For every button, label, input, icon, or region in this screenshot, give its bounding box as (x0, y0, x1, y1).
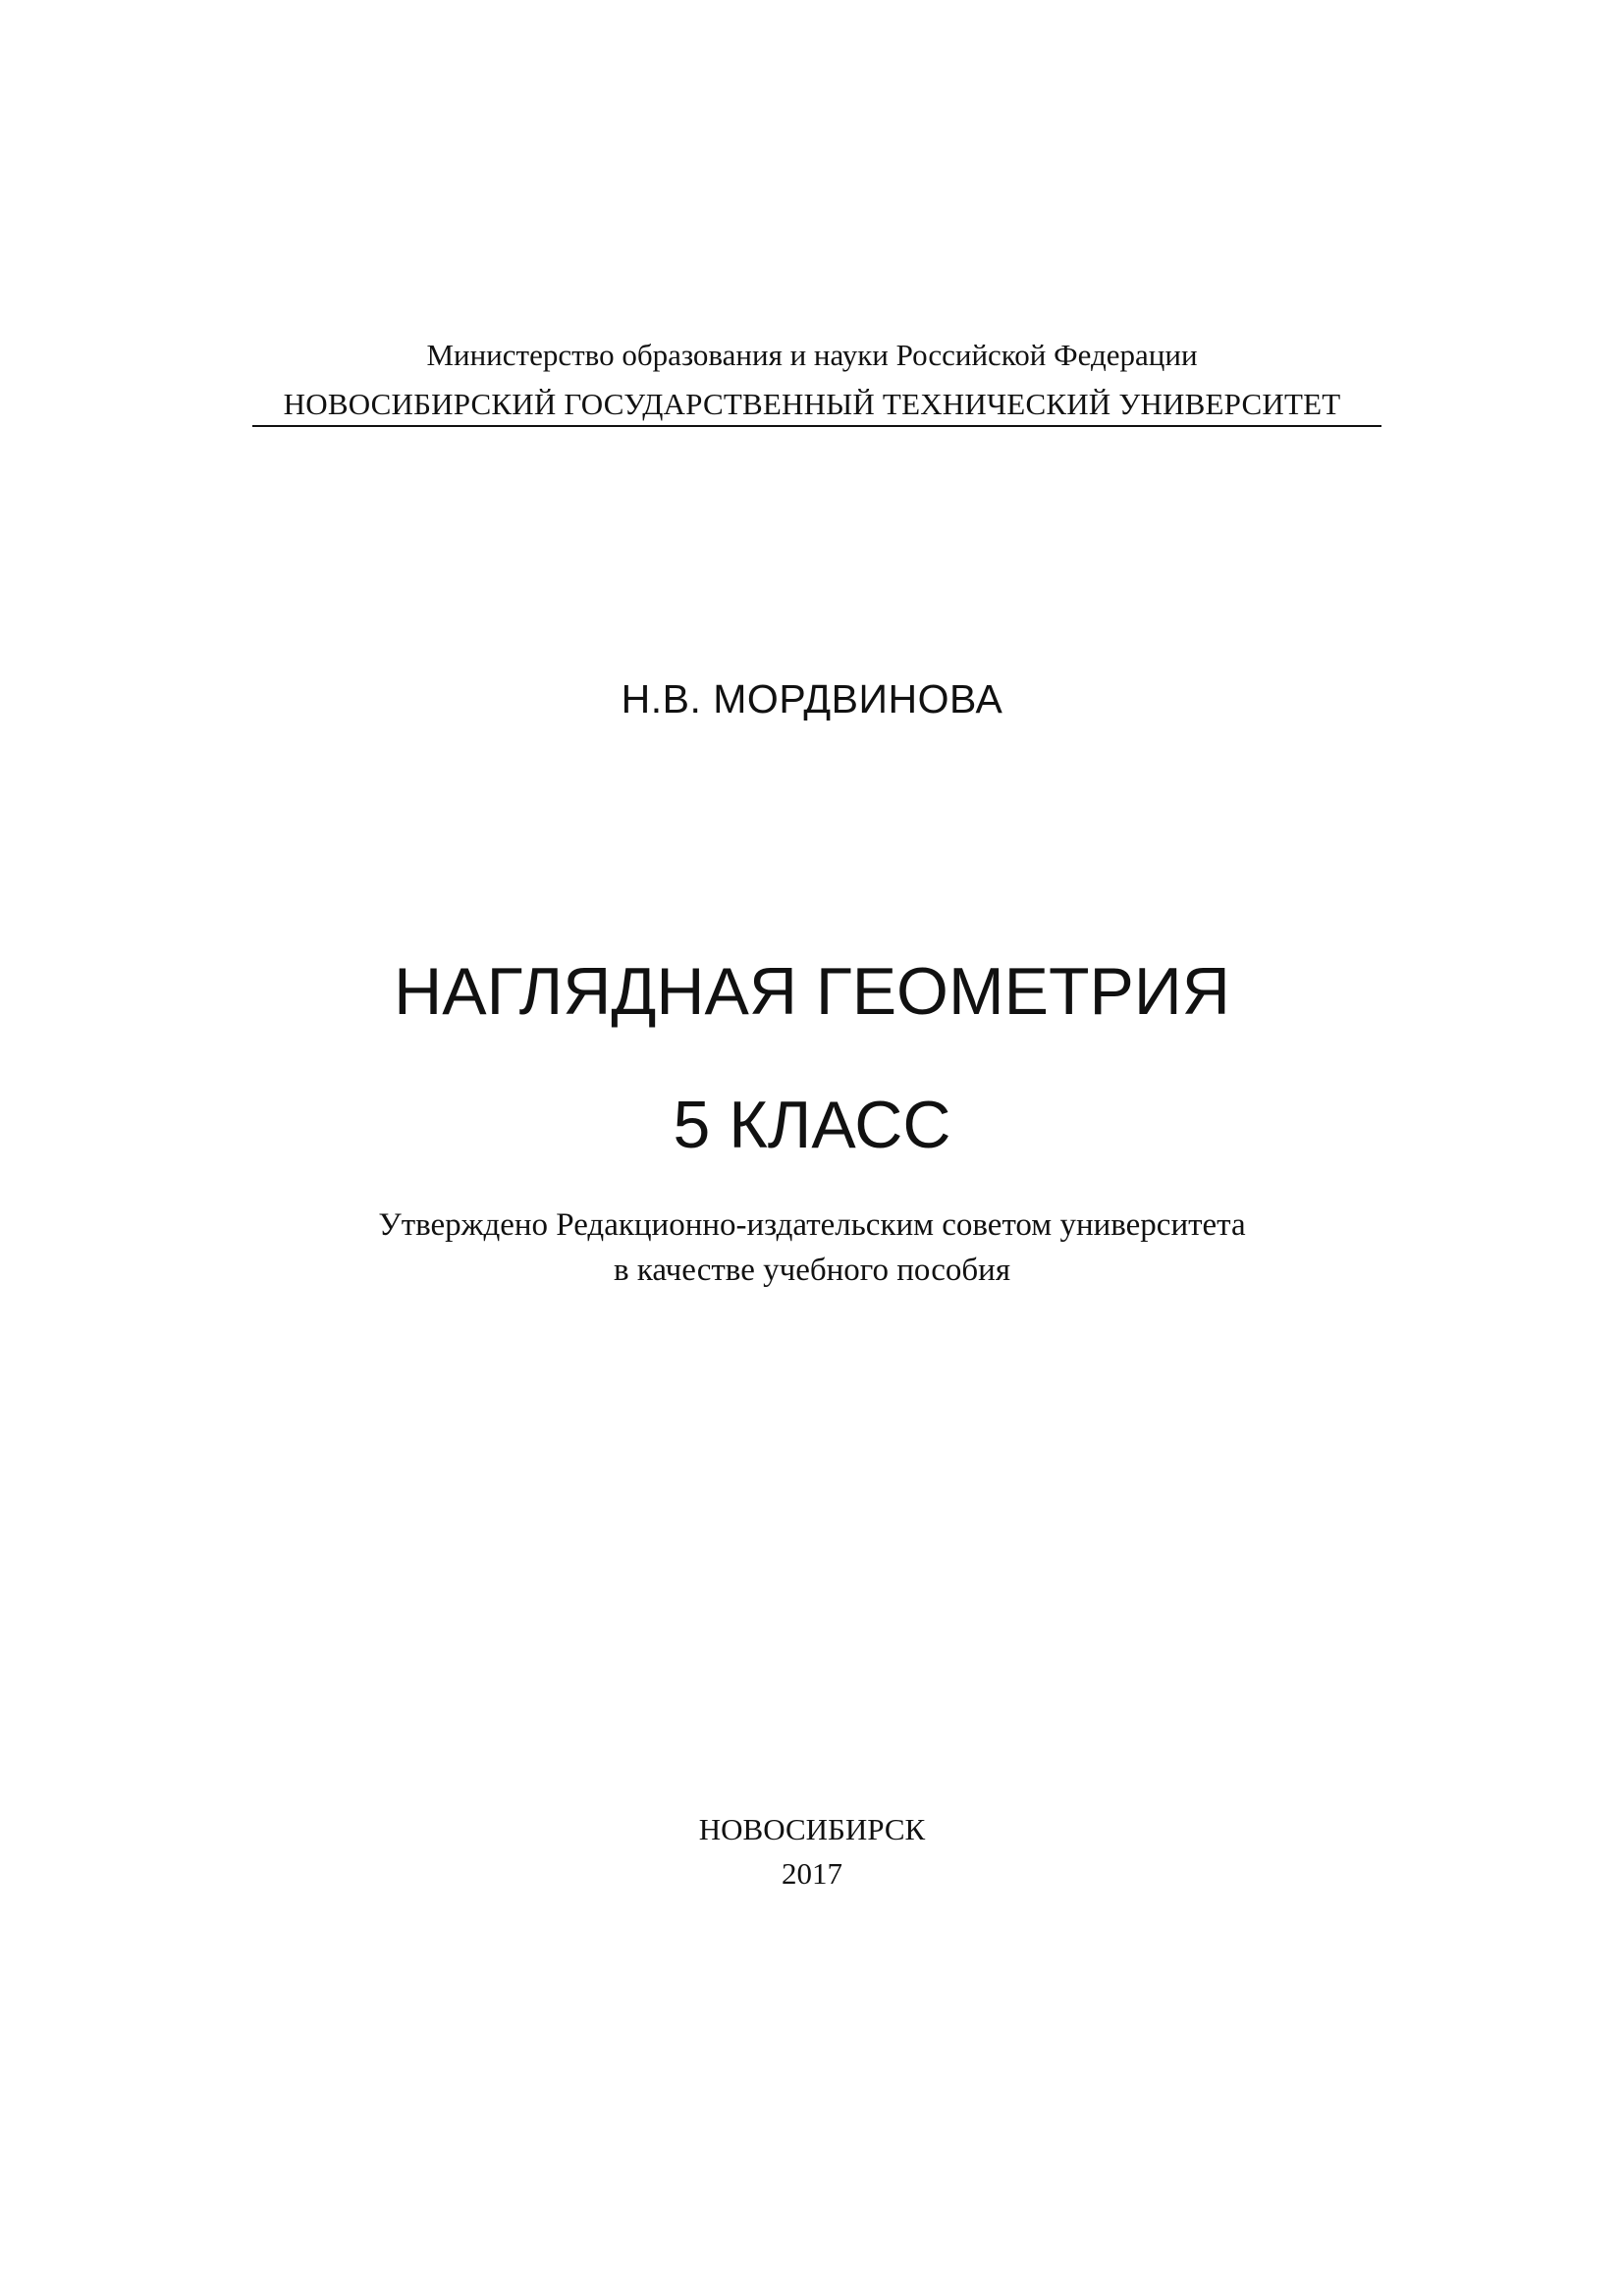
approval-note-line-1: Утверждено Редакционно-издательским советом университета (378, 1207, 1246, 1243)
publication-year: 2017 (782, 1856, 842, 1891)
header-divider (252, 425, 1381, 427)
author-name: Н.В. МОРДВИНОВА (621, 676, 1003, 721)
approval-note-line-2: в качестве учебного пособия (613, 1253, 1011, 1288)
book-title: НАГЛЯДНАЯ ГЕОМЕТРИЯ (394, 954, 1230, 1029)
university-name: НОВОСИБИРСКИЙ ГОСУДАРСТВЕННЫЙ ТЕХНИЧЕСКИЙ УНИВЕРСИТЕТ (283, 387, 1341, 421)
book-subtitle-grade: 5 КЛАСС (673, 1088, 951, 1162)
publication-city: НОВОСИБИРСК (698, 1812, 926, 1846)
ministry-name: Министерство образования и науки Российской Федерации (426, 338, 1198, 372)
